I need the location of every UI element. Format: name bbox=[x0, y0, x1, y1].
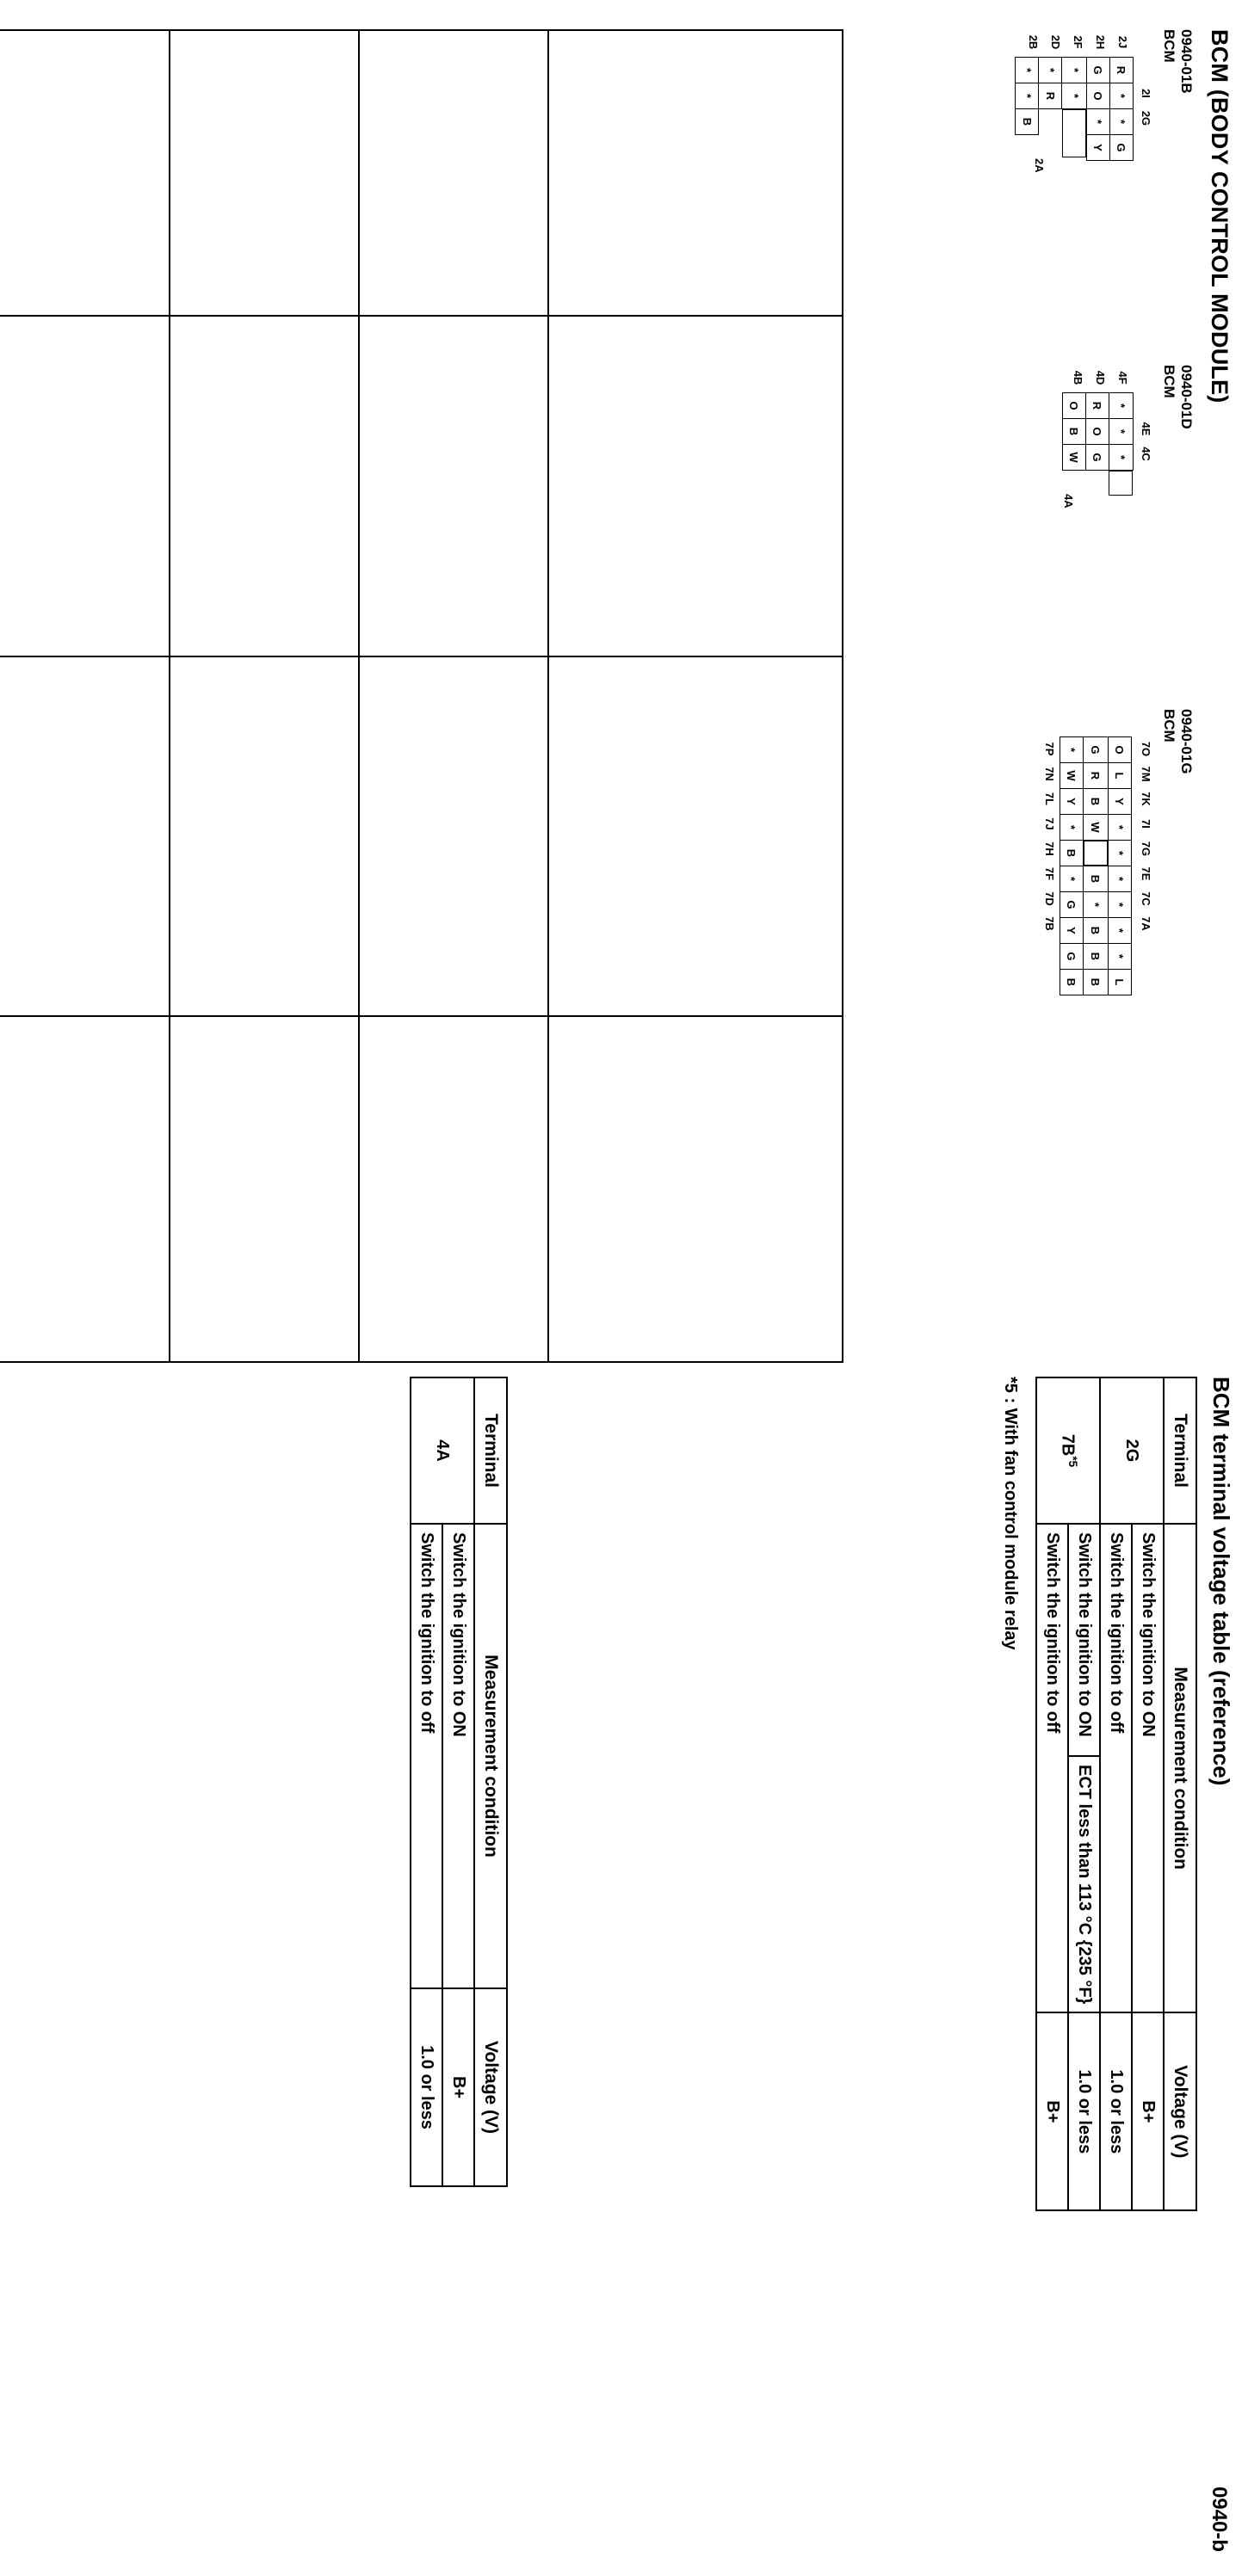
connector-diagrams bbox=[857, 29, 1195, 1354]
blank-cell bbox=[359, 30, 548, 316]
table-header-row bbox=[1164, 1377, 1196, 2210]
connector-lock-slot bbox=[1109, 471, 1133, 496]
footnote-marker: *5 bbox=[1066, 1456, 1080, 1468]
cell-voltage: 1.0 or less bbox=[411, 1988, 442, 2186]
top-pin-numbers: 2I 2G bbox=[1139, 89, 1152, 126]
connector-code: 0940-01B bbox=[1178, 29, 1195, 94]
blank-cell bbox=[359, 656, 548, 1016]
blank-cells-grid bbox=[0, 29, 843, 1363]
voltage-table-1-block bbox=[1000, 1377, 1234, 2211]
cell-condition: Switch the ignition to off bbox=[411, 1524, 442, 1988]
bcm-terminal-voltage-table-2 bbox=[410, 1377, 508, 2187]
cell-condition: Switch the ignition to off bbox=[1036, 1524, 1068, 2012]
table-header-row bbox=[474, 1377, 507, 2186]
connector-0940-01B bbox=[857, 29, 1195, 313]
blank-cell bbox=[0, 656, 170, 1016]
cell-condition: Switch the ignition to ON bbox=[442, 1524, 474, 1988]
connector-art bbox=[874, 29, 1158, 313]
col-terminal: Terminal bbox=[474, 1377, 507, 1524]
top-pin-numbers: 7O 7M 7K 7I 7G 7E 7C 7A bbox=[1139, 741, 1152, 931]
blank-cell bbox=[170, 316, 359, 656]
left-pin-numbers: 2J 2H 2F 2D 2B bbox=[1026, 34, 1129, 50]
bottom-pin-numbers: 7P 7N 7L 7J 7H 7F 7D 7B bbox=[1042, 742, 1056, 931]
page-title: BCM (BODY CONTROL MODULE) bbox=[1207, 29, 1233, 404]
blank-cell bbox=[359, 1016, 548, 1362]
cell-terminal: 4A bbox=[411, 1377, 474, 1524]
cell-voltage: B+ bbox=[442, 1988, 474, 2186]
col-measurement-condition: Measurement condition bbox=[474, 1524, 507, 1988]
right-pin-number: 2A bbox=[1032, 158, 1046, 173]
table-row bbox=[442, 1377, 474, 2186]
table-row bbox=[1068, 1377, 1100, 2210]
blank-cell bbox=[548, 1016, 843, 1362]
col-measurement-condition: Measurement condition bbox=[1164, 1524, 1196, 2012]
blank-cell bbox=[170, 1016, 359, 1362]
blank-cell bbox=[0, 316, 170, 656]
table-footnote: *5 : With fan control module relay bbox=[1000, 1377, 1020, 1650]
blank-cell bbox=[0, 30, 170, 316]
blank-cell bbox=[548, 316, 843, 656]
connector-0940-01G bbox=[857, 709, 1195, 1311]
cell-voltage: B+ bbox=[1036, 2012, 1068, 2210]
voltage-table-2-block bbox=[410, 1377, 508, 2187]
col-voltage: Voltage (V) bbox=[474, 1988, 507, 2186]
page-code: 0940-b bbox=[1208, 2486, 1231, 2552]
cell-terminal: 2G bbox=[1100, 1377, 1164, 1524]
cell-voltage: 1.0 or less bbox=[1100, 2012, 1132, 2210]
connector-name: BCM bbox=[1161, 29, 1178, 63]
connector-0940-01D bbox=[857, 365, 1195, 649]
top-pin-numbers: 4E 4C bbox=[1139, 422, 1152, 461]
cell-condition: Switch the ignition to ON bbox=[1068, 1524, 1100, 1756]
blank-cell bbox=[170, 656, 359, 1016]
blank-cell bbox=[548, 30, 843, 316]
col-voltage: Voltage (V) bbox=[1164, 2012, 1196, 2210]
cell-condition: Switch the ignition to ON bbox=[1132, 1524, 1164, 2012]
connector-lock-slot bbox=[1083, 841, 1108, 866]
connector-code: 0940-01G bbox=[1178, 709, 1195, 774]
blank-cell bbox=[548, 656, 843, 1016]
blank-cell bbox=[359, 316, 548, 656]
connector-pin-grid: * * * R O G O B W bbox=[1062, 392, 1134, 496]
cell-terminal: $7B^{*5}$ bbox=[1036, 1377, 1100, 1524]
cell-voltage: 1.0 or less bbox=[1068, 2012, 1100, 2210]
blank-cell bbox=[0, 1016, 170, 1362]
connector-name: BCM bbox=[1161, 365, 1178, 398]
connector-art bbox=[874, 709, 1158, 1311]
voltage-table-title: BCM terminal voltage table (reference) bbox=[1208, 1377, 1234, 1786]
bcm-terminal-voltage-table bbox=[1035, 1377, 1197, 2211]
blank-cell bbox=[170, 30, 359, 316]
table-row bbox=[1132, 1377, 1164, 2210]
connector-name: BCM bbox=[1161, 709, 1178, 743]
cell-condition: Switch the ignition to off bbox=[1100, 1524, 1132, 2012]
col-terminal: Terminal bbox=[1164, 1377, 1196, 1524]
cell-sub-condition: ECT less than 113 °C {235 °F} bbox=[1068, 1756, 1100, 2012]
cell-voltage: B+ bbox=[1132, 2012, 1164, 2210]
connector-code: 0940-01D bbox=[1178, 365, 1195, 429]
connector-pin-grid: O L Y * * * * * * L G R B W B * B B B * W Y * B * G Y G B bbox=[1060, 736, 1132, 995]
connector-art bbox=[874, 365, 1158, 649]
connector-pin-grid: R * * G G O * Y * * * R * * B bbox=[1015, 57, 1134, 161]
connector-lock-slot bbox=[1062, 109, 1087, 161]
right-pin-number: 4A bbox=[1061, 494, 1075, 508]
left-pin-numbers: 4F 4D 4B bbox=[1071, 370, 1129, 385]
